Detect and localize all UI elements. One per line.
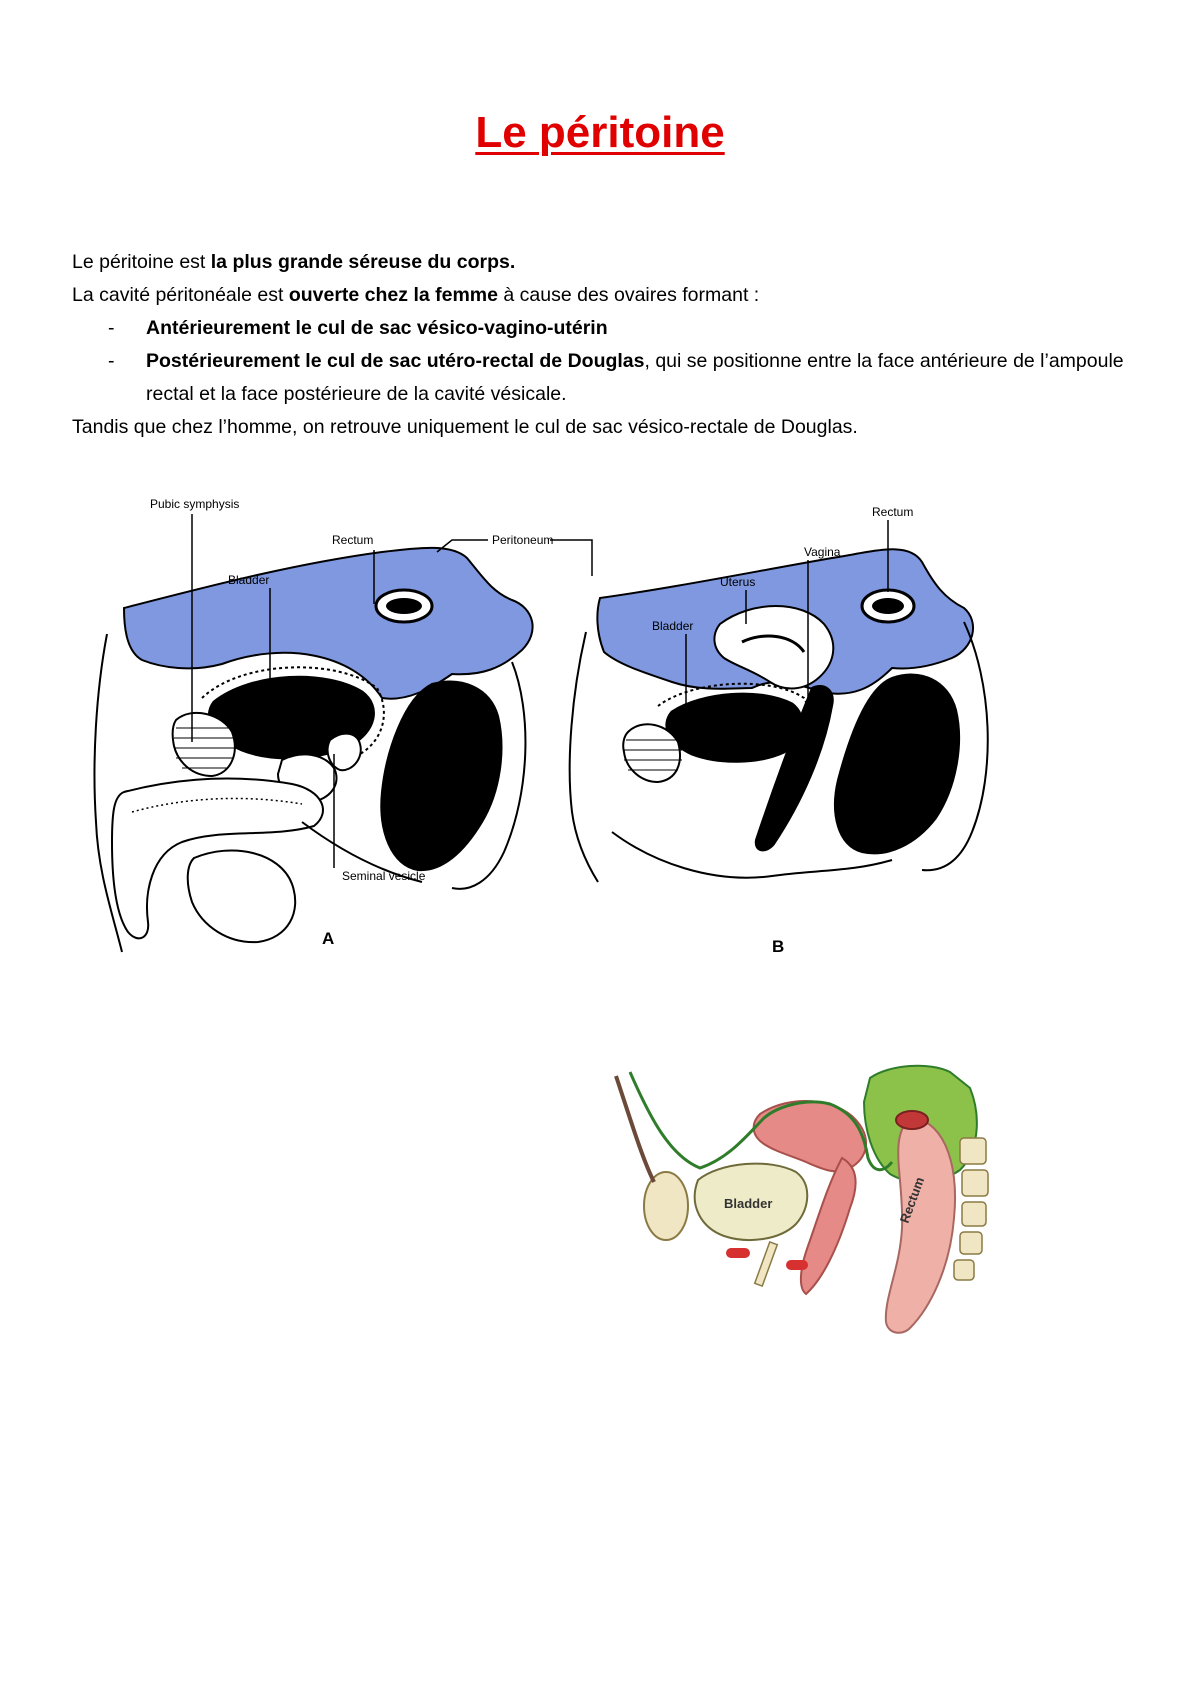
label-rectum-b: Rectum	[872, 505, 914, 519]
bullet-item	[72, 312, 1142, 345]
intro-text: à cause des ovaires formant :	[497, 284, 760, 306]
panel-b-illustration	[570, 505, 988, 956]
red-vessel	[786, 1260, 808, 1270]
panel-a-illustration	[94, 497, 592, 952]
peritoneal-cavity-a	[124, 548, 533, 699]
cervix-shape	[801, 1158, 856, 1294]
scrotum-a	[188, 850, 295, 942]
intro-text: La cavité péritonéale est	[72, 284, 289, 306]
label-panel-a: A	[322, 929, 335, 948]
label-bladder-b: Bladder	[652, 619, 694, 633]
label-seminal-vesicle: Seminal vesicle	[342, 869, 426, 883]
bullet-item	[72, 345, 1142, 411]
label-pubic-symphysis: Pubic symphysis	[150, 497, 240, 511]
anatomy-figure-color-pelvis	[610, 1058, 1080, 1358]
abdominal-wall	[616, 1076, 654, 1182]
label-peritoneum: Peritoneum	[492, 533, 554, 547]
anatomy-figure-sagittal-sections	[52, 492, 1120, 1044]
label-bladder: Bladder	[724, 1196, 773, 1211]
label-rectum-a: Rectum	[332, 533, 374, 547]
body-text	[72, 246, 1142, 444]
label-bladder-a: Bladder	[228, 573, 270, 587]
bullet-dash: -	[108, 350, 115, 372]
label-rectum: Rectum	[896, 1175, 928, 1226]
closing-paragraph: Tandis que chez l’homme, on retrouve uniquement le cul de sac vésico-rectale de Douglas.	[72, 416, 858, 438]
label-uterus: Uterus	[720, 575, 756, 589]
bladder-b	[667, 694, 802, 761]
intro-period: .	[509, 251, 516, 273]
intro-paragraph-1	[72, 246, 1142, 279]
rectum-a	[381, 682, 501, 871]
seminal-vesicle-shape	[328, 734, 361, 771]
label-vagina: Vagina	[804, 545, 841, 559]
rectum-opening	[896, 1111, 928, 1129]
page-title: Le péritoine	[475, 108, 725, 157]
urethra	[755, 1242, 778, 1286]
bullet-dash: -	[108, 317, 115, 339]
bullet-text: , qui se positionne entre la face antérieure de l’ampoule rectal et la face postérieure de la cavité vésicale.	[146, 350, 1124, 405]
red-vessel	[726, 1248, 750, 1258]
bullet-bold-text: Postérieurement le cul de sac utéro-rectal de Douglas	[146, 350, 645, 372]
bullet-list	[72, 312, 1142, 411]
bullet-bold-text: Antérieurement le cul de sac vésico-vagino-utérin	[146, 317, 608, 339]
rectum-b	[835, 675, 959, 854]
intro-bold-text: ouverte chez la femme	[288, 284, 498, 306]
label-panel-b: B	[772, 937, 785, 956]
rectum-section-a	[376, 590, 432, 622]
pubic-bone	[644, 1172, 688, 1240]
abdominal-wall-b	[570, 632, 598, 882]
intro-bold-text: la plus grande séreuse du corps	[210, 251, 510, 273]
intro-text: Le péritoine est	[72, 251, 211, 273]
intro-paragraph-2	[72, 279, 1142, 312]
rectum-section-b	[862, 590, 914, 622]
